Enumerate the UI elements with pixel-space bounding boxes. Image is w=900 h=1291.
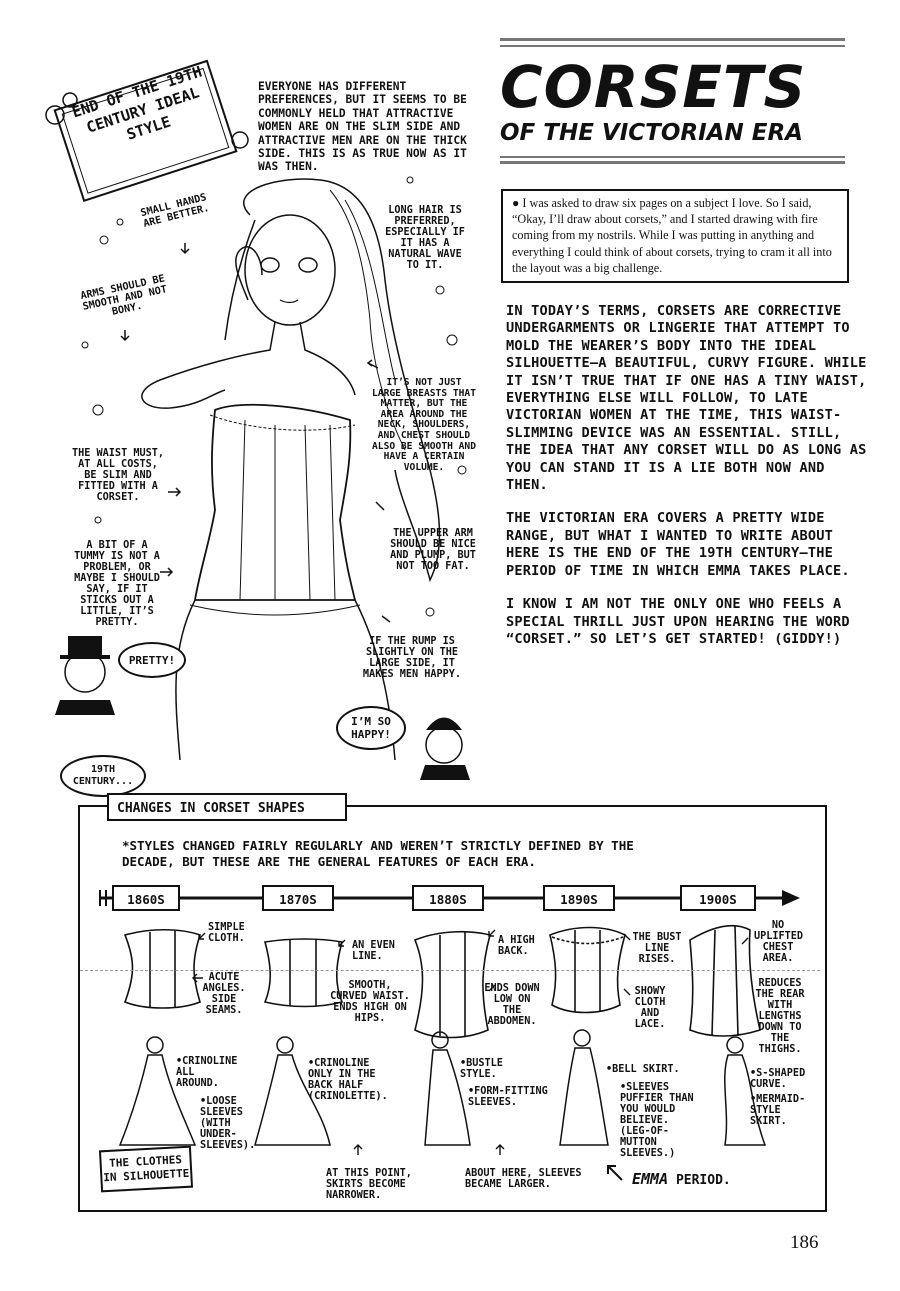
note-s-shaped: •S-SHAPED CURVE.: [750, 1068, 806, 1090]
note-smooth-waist: SMOOTH, CURVED WAIST. ENDS HIGH ON HIPS.: [330, 980, 410, 1024]
note-long-hair: LONG HAIR IS PREFERRED, ESPECIALLY IF IT HAS A NATURAL WAVE TO IT.: [385, 205, 465, 271]
era-1890s: 1890S: [543, 885, 615, 911]
note-simple-cloth: SIMPLE CLOTH.: [208, 922, 245, 944]
note-high-back: A HIGH BACK.: [498, 935, 535, 957]
dashed-divider: [80, 970, 820, 971]
note-ends-low: ENDS DOWN LOW ON THE ABDOMEN.: [484, 983, 540, 1027]
emma-period: [632, 1170, 731, 1188]
emma-period-rest: PERIOD.: [675, 1173, 731, 1188]
title-rule-bottom-2: [500, 161, 845, 164]
era-1870s: 1870S: [262, 885, 334, 911]
ideal-style-plaque: END OF THE 19TH CENTURY IDEAL STYLE: [69, 62, 205, 144]
emma-bold: EMMA: [632, 1170, 669, 1188]
clothes-silhouette-label: THE CLOTHES IN SILHOUETTE: [99, 1146, 193, 1193]
note-sleeves-larger: ABOUT HERE, SLEEVES BECAME LARGER.: [465, 1168, 582, 1190]
note-form-fitting: •FORM-FITTING SLEEVES.: [468, 1086, 548, 1108]
note-upper-arm: THE UPPER ARM SHOULD BE NICE AND PLUMP, BUT NOT TOO FAT.: [390, 528, 476, 572]
note-tummy: A BIT OF A TUMMY IS NOT A PROBLEM, OR MAYBE I SHOULD SAY, IF IT STICKS OUT A LITTLE, IT’S PRETTY.: [74, 540, 160, 628]
note-crinolette: •CRINOLINE ONLY IN THE BACK HALF (CRINOLETTE).: [308, 1058, 388, 1102]
body-paragraph-3: I KNOW I AM NOT THE ONLY ONE WHO FEELS A SPECIAL THRILL JUST UPON HEARING THE WORD “CORSET.” SO LET’S GET STARTED! (GIDDY!): [506, 596, 850, 647]
body-paragraph-2: THE VICTORIAN ERA COVERS A PRETTY WIDE RANGE, BUT WHAT I WANTED TO WRITE ABOUT HERE IS THE END OF THE 19TH CENTURY—THE PERIOD OF TIME IN WHICH EMMA TAKES PLACE.: [506, 510, 850, 579]
note-loose-sleeves: •LOOSE SLEEVES (WITH UNDER-SLEEVES).: [200, 1096, 256, 1151]
body-paragraph-1: IN TODAY’S TERMS, CORSETS ARE CORRECTIVE UNDERGARMENTS OR LINGERIE THAT ATTEMPT TO MOLD THE WEARER’S BODY INTO THE IDEAL SILHOUETTE—A BEAUTIFUL, CURVY FIGURE. WHILE IT ISN’T TRUE THAT IF ONE HAS A TINY WAIST, EVERYTHING ELSE WILL FOLLOW, TO LATE VICTORIAN WOMEN AT THE TIME, THIS WAIST-SLIMMING DEVICE WAS AN ESSENTIAL. STILL, THE IDEA THAT ANY CORSET WILL DO AS LONG AS YOU CAN STAND IT IS A LIE BOTH NOW AND THEN.: [506, 303, 867, 494]
era-1860s: 1860S: [112, 885, 180, 911]
changes-footnote: *STYLES CHANGED FAIRLY REGULARLY AND WEREN’T STRICTLY DEFINED BY THE DECADE, BUT THESE ARE THE GENERAL FEATURES OF EACH ERA.: [122, 838, 634, 869]
century-bubble: 19TH CENTURY...: [60, 755, 146, 797]
note-reduces-rear: REDUCES THE REAR WITH LENGTHS DOWN TO THE THIGHS.: [755, 978, 805, 1055]
title-rule-bottom: [500, 156, 845, 158]
title-rule-top-2: [500, 45, 845, 47]
changes-banner: CHANGES IN CORSET SHAPES: [107, 793, 347, 821]
note-breasts: IT’S NOT JUST LARGE BREASTS THAT MATTER, BUT THE AREA AROUND THE NECK, SHOULDERS, AND CHEST SHOULD ALSO BE SMOOTH AND HAVE A CERTAIN VOLUME.: [372, 377, 476, 473]
era-1880s: 1880S: [412, 885, 484, 911]
note-arms: ARMS SHOULD BE SMOOTH AND NOT BONY.: [79, 273, 169, 318]
title-rule-top: [500, 38, 845, 41]
page-subtitle: OF THE VICTORIAN ERA: [500, 120, 803, 146]
note-skirts-narrower: AT THIS POINT, SKIRTS BECOME NARROWER.: [326, 1168, 412, 1201]
page-title: CORSETS: [500, 53, 807, 121]
era-1900s: 1900S: [680, 885, 756, 911]
note-crinoline-all: •CRINOLINE ALL AROUND.: [176, 1056, 238, 1089]
happy-bubble: I’M SO HAPPY!: [336, 706, 406, 750]
note-small-hands: SMALL HANDS ARE BETTER.: [139, 192, 211, 230]
note-bustle: •BUSTLE STYLE.: [460, 1058, 503, 1080]
note-even-line: AN EVEN LINE.: [352, 940, 395, 962]
note-mermaid: •MERMAID-STYLE SKIRT.: [750, 1094, 806, 1127]
note-showy-cloth: SHOWY CLOTH AND LACE.: [634, 986, 666, 1030]
article-body: [506, 303, 871, 664]
note-no-chest: NO UPLIFTED CHEST AREA.: [754, 920, 804, 964]
author-note: ● I was asked to draw six pages on a subject I love. So I said, “Okay, I’ll draw about corsets,” and I started drawing with fire coming from my nostrils. While I was putting in anything and everything I could think of about corsets, trying to cram it all into the layout was a big challenge.: [501, 189, 849, 283]
note-puffier-sleeves: •SLEEVES PUFFIER THAN YOU WOULD BELIEVE. (LEG-OF-MUTTON SLEEVES.): [620, 1082, 694, 1159]
note-bust-rises: THE BUST LINE RISES.: [632, 932, 682, 965]
note-preferences: EVERYONE HAS DIFFERENT PREFERENCES, BUT IT SEEMS TO BE COMMONLY HELD THAT ATTRACTIVE WOMEN ARE ON THE SLIM SIDE AND ATTRACTIVE MEN ARE ON THE THICK SIDE. THIS IS AS TRUE NOW AS IT WAS THEN.: [258, 80, 467, 174]
pretty-bubble: PRETTY!: [118, 642, 186, 678]
note-bell-skirt: •BELL SKIRT.: [606, 1064, 680, 1075]
note-waist: THE WAIST MUST, AT ALL COSTS, BE SLIM AND FITTED WITH A CORSET.: [72, 448, 165, 503]
note-rump: IF THE RUMP IS SLIGHTLY ON THE LARGE SIDE, IT MAKES MEN HAPPY.: [362, 636, 462, 680]
note-acute-angles: ACUTE ANGLES. SIDE SEAMS.: [202, 972, 246, 1016]
page-number: 186: [790, 1232, 819, 1253]
